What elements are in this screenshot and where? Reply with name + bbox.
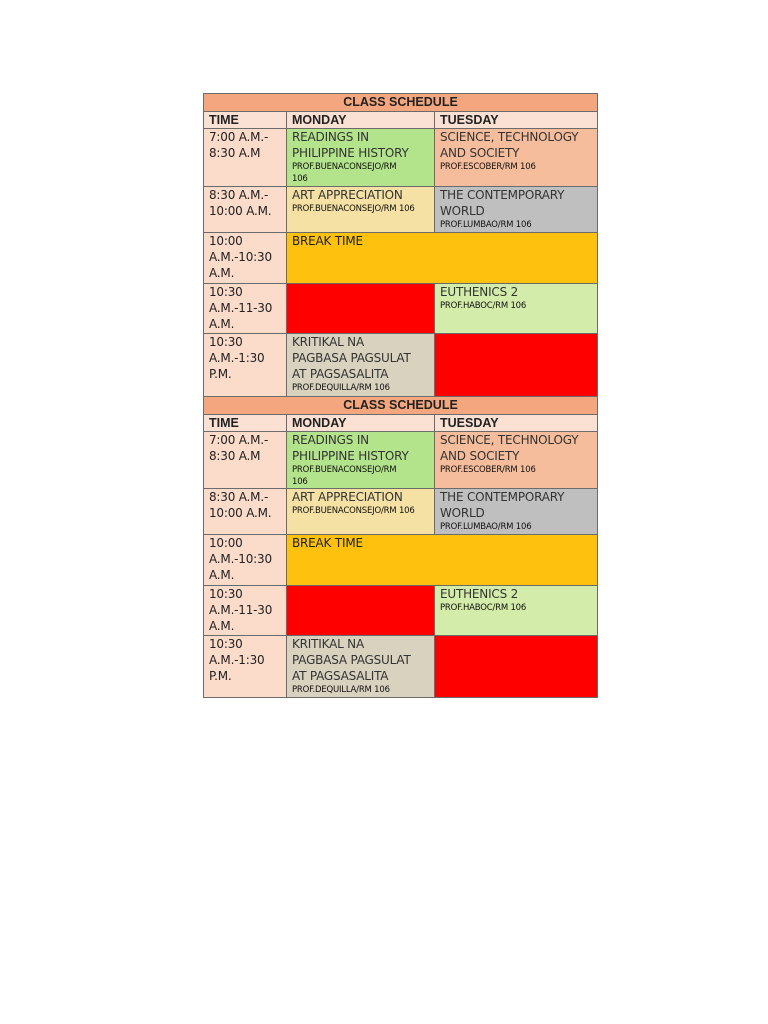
header-tuesday: TUESDAY: [435, 415, 598, 432]
header-time: TIME: [204, 112, 287, 129]
schedule-table-2: [203, 396, 598, 698]
class-cell-euthenics: EUTHENICS 2 PROF.HABOC/RM 106: [435, 284, 598, 334]
class-cell-art: ART APPRECIATION PROF.BUENACONSEJO/RM 106: [287, 187, 435, 233]
header-monday: MONDAY: [287, 415, 435, 432]
class-cell-kritikal: KRITIKAL NA PAGBASA PAGSULAT AT PAGSASALITA PROF.DEQUILLA/RM 106: [287, 334, 435, 398]
empty-cell: [287, 586, 435, 636]
class-cell-world: THE CONTEMPORARY WORLD PROF.LUMBAO/RM 106: [435, 489, 598, 535]
time-cell: 8:30 A.M.- 10:00 A.M.: [204, 187, 287, 233]
time-cell: 7:00 A.M.- 8:30 A.M: [204, 129, 287, 187]
break-cell: BREAK TIME: [287, 535, 598, 586]
header-time: TIME: [204, 415, 287, 432]
break-cell: BREAK TIME: [287, 233, 598, 284]
time-cell: 8:30 A.M.- 10:00 A.M.: [204, 489, 287, 535]
time-cell: 10:30 A.M.-1:30 P.M.: [204, 334, 287, 398]
class-cell-art: ART APPRECIATION PROF.BUENACONSEJO/RM 106: [287, 489, 435, 535]
class-cell-history: READINGS IN PHILIPPINE HISTORY PROF.BUENACONSEJO/RM 106: [287, 129, 435, 187]
empty-cell: [287, 284, 435, 334]
empty-cell: [435, 636, 598, 698]
class-cell-sts: SCIENCE, TECHNOLOGY AND SOCIETY PROF.ESCOBER/RM 106: [435, 129, 598, 187]
time-cell: 10:30 A.M.-1:30 P.M.: [204, 636, 287, 698]
time-cell: 10:00 A.M.-10:30 A.M.: [204, 535, 287, 586]
time-cell: 7:00 A.M.- 8:30 A.M: [204, 432, 287, 489]
schedule-table-1: [203, 93, 598, 398]
time-cell: 10:00 A.M.-10:30 A.M.: [204, 233, 287, 284]
class-cell-kritikal: KRITIKAL NA PAGBASA PAGSULAT AT PAGSASALITA PROF.DEQUILLA/RM 106: [287, 636, 435, 698]
class-cell-euthenics: EUTHENICS 2 PROF.HABOC/RM 106: [435, 586, 598, 636]
header-monday: MONDAY: [287, 112, 435, 129]
class-cell-world: THE CONTEMPORARY WORLD PROF.LUMBAO/RM 106: [435, 187, 598, 233]
header-tuesday: TUESDAY: [435, 112, 598, 129]
empty-cell: [435, 334, 598, 398]
class-cell-history: READINGS IN PHILIPPINE HISTORY PROF.BUENACONSEJO/RM 106: [287, 432, 435, 489]
table-title: CLASS SCHEDULE: [204, 397, 598, 415]
time-cell: 10:30 A.M.-11-30 A.M.: [204, 284, 287, 334]
class-cell-sts: SCIENCE, TECHNOLOGY AND SOCIETY PROF.ESCOBER/RM 106: [435, 432, 598, 489]
time-cell: 10:30 A.M.-11-30 A.M.: [204, 586, 287, 636]
table-title: CLASS SCHEDULE: [204, 94, 598, 112]
